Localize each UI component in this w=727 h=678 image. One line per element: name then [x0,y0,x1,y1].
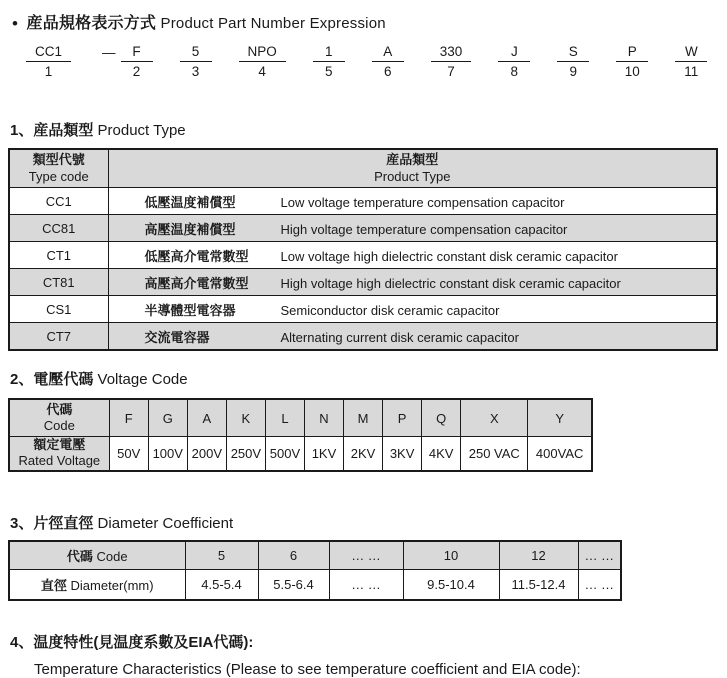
header-type-code-en: Type code [28,168,89,184]
diameter-value-cell: 9.5-10.4 [403,569,499,600]
voltage-value-cell: 50V [109,437,148,471]
voltage-value-cell: 400VAC [528,437,592,471]
type-code-cell: CT1 [9,242,108,269]
part-number-expression [26,44,727,79]
diameter-value-cell: … … [578,569,621,600]
segment-value: W [675,44,707,62]
section-number: 3、 [10,514,34,532]
header-product-type-zh: 産品類型 [386,152,439,168]
voltage-code-cell: K [226,399,265,437]
voltage-code-cell: Q [422,399,461,437]
segment-value: 330 [431,44,472,62]
description-cell [108,242,717,269]
description-en: Alternating current disk ceramic capacitor [280,329,519,345]
part-number-segment [675,44,707,79]
voltage-value-cell: 250V [226,437,265,471]
rated-voltage-row [9,437,592,471]
description-zh: 低壓温度補償型 [144,194,236,210]
voltage-code-cell: M [344,399,383,437]
segment-value: NPO [239,44,286,62]
voltage-code-cell: X [461,399,528,437]
segment-value: A [372,44,404,62]
voltage-code-cell: A [187,399,226,437]
voltage-value-cell: 250 VAC [461,437,528,471]
segment-index: 10 [624,64,640,79]
part-number-segment [313,44,345,79]
temperature-characteristics-en: Temperature Characteristics (Please to see temperature coefficient and EIA code): [34,660,581,678]
rated-voltage-label-zh: 額定電壓 [33,437,86,452]
section-heading-product-type [10,119,727,140]
document-page [0,10,727,678]
diameter-table [8,540,622,601]
diameter-code-label-cell [9,541,185,570]
segment-value: CC1 [26,44,71,62]
voltage-value-cell: 3KV [383,437,422,471]
rated-voltage-label-en: Rated Voltage [18,453,101,469]
segment-index: 11 [684,64,699,79]
part-number-segment [180,44,212,79]
diameter-code-cell: 5 [185,541,258,570]
segment-index: 6 [384,64,392,79]
diameter-code-label-en: Code [96,548,128,564]
table-row [9,188,717,215]
segment-index: 3 [191,64,200,79]
table-row [9,269,717,296]
description-cell [108,215,717,242]
voltage-value-cell: 2KV [344,437,383,471]
segment-index: 4 [258,64,266,79]
section-number: 4、 [10,633,34,651]
description-cell [108,269,717,296]
page-title [12,10,727,34]
section-number: 2、 [10,371,34,388]
table-row [9,215,717,242]
voltage-value-cell: 100V [148,437,187,471]
segment-index: 1 [44,64,53,79]
description-en: High voltage temperature compensation capacitor [280,221,568,237]
table-row [9,296,717,323]
description-en: Semiconductor disk ceramic capacitor [280,302,500,318]
description-en: Low voltage temperature compensation capacitor [280,194,565,210]
code-label-cell [9,399,109,437]
voltage-value-cell: 200V [187,437,226,471]
voltage-code-header-row [9,399,592,437]
part-number-segment [498,44,530,79]
type-code-cell: CT7 [9,323,108,351]
section-heading-voltage-code [10,368,727,389]
diameter-value-cell: 5.5-6.4 [258,569,329,600]
segment-value: 5 [180,44,212,62]
section-number: 1、 [10,122,34,139]
table-row [9,242,717,269]
description-en: Low voltage high dielectric constant disk ceramic capacitor [280,248,618,264]
diameter-value-cell: … … [329,569,403,600]
voltage-code-cell: G [148,399,187,437]
segment-index: 7 [447,64,455,79]
code-label-en: Code [43,418,75,433]
section-heading-diameter [10,512,727,533]
section-heading-temperature [10,631,727,652]
part-number-segment [239,44,286,79]
table-header-row [9,149,717,188]
section-title-zh: 電壓代碼 [33,371,94,388]
table-row [9,323,717,351]
dash-separator: — [102,45,115,60]
segment-index: 8 [510,64,519,79]
section-title-zh: 温度特性(見温度系數及EIA代碼): [33,633,254,651]
segment-index: 5 [325,64,333,79]
part-number-segment [431,44,472,79]
voltage-code-cell: L [265,399,304,437]
diameter-value-label-zh: 直徑 [40,577,67,593]
header-type-code-zh: 類型代號 [32,152,85,168]
segment-index: 2 [132,64,141,79]
segment-value: P [616,44,648,62]
description-en: High voltage high dielectric constant disk ceramic capacitor [280,275,621,291]
segment-value: J [498,44,530,62]
diameter-code-row [9,541,621,570]
description-zh: 低壓高介電常數型 [144,248,249,264]
section-title-zh: 産品類型 [33,122,94,139]
segment-index: 9 [569,64,578,79]
product-type-table [8,148,718,351]
diameter-value-label-cell [9,569,185,600]
description-cell [108,296,717,323]
diameter-value-row [9,569,621,600]
part-number-segment [26,44,71,79]
voltage-code-cell: P [383,399,422,437]
description-cell [108,323,717,351]
diameter-value-cell: 11.5-12.4 [499,569,578,600]
description-zh: 高壓温度補償型 [144,221,236,237]
page-title-zh: 産品規格表示方式 [26,15,157,32]
voltage-code-table [8,398,593,472]
voltage-value-cell: 4KV [422,437,461,471]
section-title-en: Diameter Coefficient [97,514,234,532]
part-number-segment [557,44,589,79]
part-number-segment [372,44,404,79]
diameter-code-cell: 12 [499,541,578,570]
section-title-en: Product Type [97,122,186,139]
description-cell [108,188,717,215]
type-code-cell: CC1 [9,188,108,215]
part-number-segment [616,44,648,79]
segment-value: S [557,44,589,62]
rated-voltage-label-cell [9,437,109,471]
section-title-en: Voltage Code [97,371,188,388]
page-title-en: Product Part Number Expression [160,15,386,32]
diameter-code-cell: … … [329,541,403,570]
description-zh: 半導體型電容器 [144,302,236,318]
diameter-value-cell: 4.5-5.4 [185,569,258,600]
voltage-value-cell: 500V [265,437,304,471]
diameter-code-cell: … … [578,541,621,570]
voltage-code-cell: N [304,399,343,437]
section-title-zh: 片徑直徑 [33,514,94,532]
description-zh: 高壓高介電常數型 [144,275,249,291]
diameter-code-cell: 10 [403,541,499,570]
header-product-type-en: Product Type [374,168,451,184]
bullet-icon: • [12,14,19,33]
diameter-code-label-zh: 代碼 [66,548,93,564]
description-zh: 交流電容器 [144,329,210,345]
header-product-type [108,149,717,188]
type-code-cell: CC81 [9,215,108,242]
header-type-code [9,149,108,188]
part-number-segment [121,44,153,79]
voltage-code-cell: F [109,399,148,437]
segment-value: F [121,44,153,62]
code-label-zh: 代碼 [46,401,73,417]
type-code-cell: CT81 [9,269,108,296]
voltage-value-cell: 1KV [304,437,343,471]
voltage-code-cell: Y [528,399,592,437]
segment-value: 1 [313,44,345,62]
type-code-cell: CS1 [9,296,108,323]
diameter-value-label-en: Diameter(mm) [70,577,154,593]
diameter-code-cell: 6 [258,541,329,570]
